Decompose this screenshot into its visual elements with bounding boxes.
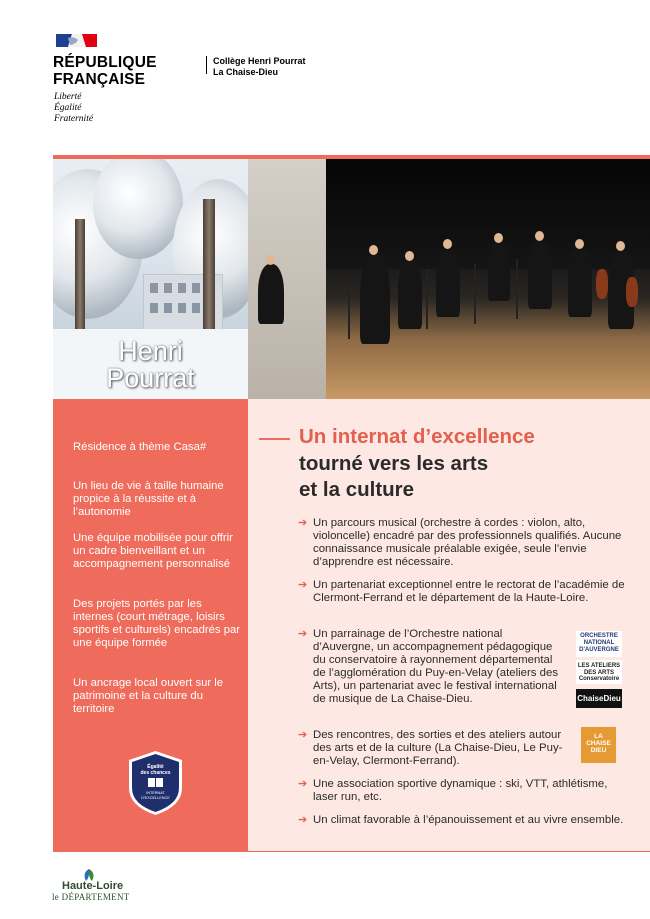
arrow-icon: ➔	[298, 729, 308, 741]
arrow-icon: ➔	[298, 579, 308, 591]
feature-bullet: ➔ Un parcours musical (orchestre à cordes : violon, alto, violoncelle) encadré par des professionnels qualifiés. Aucune connaissance musicale préalable exigée, seule l’envie d’apprendre est nécessaire.	[298, 517, 622, 569]
badge-line: INTERNAT	[146, 791, 165, 795]
republic-motto: Liberté Égalité Fraternité	[54, 92, 94, 124]
info-item: Des projets portés par les internes (court métrage, loisirs sportifs et culturels) encadrés par une équipe formée	[73, 598, 241, 649]
info-item: Résidence à thème Casa#	[73, 441, 207, 453]
main-title-red: Un internat d’excellence	[299, 425, 535, 448]
la-chaise-dieu-logo: LA CHAISE DIEU	[581, 727, 616, 763]
orchestra-concert-photo	[248, 159, 650, 399]
ateliers-des-arts-logo: LES ATELIERS DES ARTS Conservatoire	[576, 660, 622, 684]
chaise-dieu-festival-logo: ChaiseDieu	[576, 689, 622, 708]
info-item: Un ancrage local ouvert sur le patrimoine et la culture du territoire	[73, 677, 224, 715]
badge-line: Égalité	[147, 764, 164, 770]
main-title-line: et la culture	[299, 478, 415, 501]
haute-loire-logo-name: Haute-Loire	[62, 880, 124, 892]
main-title-line: tourné vers les arts	[299, 452, 489, 475]
badge-line: D'EXCELLENCE	[141, 796, 170, 800]
college-name: Collège Henri Pourrat La Chaise-Dieu	[213, 56, 306, 77]
title-dash	[259, 438, 290, 440]
feature-bullet: ➔ Un climat favorable à l’épanouissement et au vivre ensemble.	[298, 814, 624, 826]
haute-loire-logo-subtitle: le DÉPARTEMENT	[52, 892, 130, 902]
badge-line: des chances	[140, 770, 171, 776]
feature-bullet: ➔ Un partenariat exceptionnel entre le rectorat de l’académie de Clermont-Ferrand et le département de la Haute-Loire.	[298, 579, 625, 605]
info-item: Une équipe mobilisée pour offrir un cadre bienveillant et un accompagnement personnalisé	[73, 532, 233, 570]
info-item: Un lieu de vie à taille humaine propice à la réussite et à l’autonomie	[73, 480, 224, 518]
bottom-accent-line	[53, 851, 650, 852]
arrow-icon: ➔	[298, 628, 308, 640]
arrow-icon: ➔	[298, 778, 308, 790]
republique-francaise-title: RÉPUBLIQUE FRANÇAISE	[53, 54, 157, 88]
header-separator	[206, 56, 207, 74]
internat-excellence-badge	[127, 750, 184, 816]
arrow-icon: ➔	[298, 517, 308, 529]
feature-bullet: ➔ Un parrainage de l’Orchestre national d’Auvergne, un accompagnement pédagogique du conservatoire à rayonnement départemental de l’agglomération du Puy-en-Velay (ateliers des Arts), un partenariat avec le festival international de musique de La Chaise-Dieu.	[298, 628, 559, 706]
feature-bullet: ➔ Une association sportive dynamique : ski, VTT, athlétisme, laser run, etc.	[298, 778, 608, 804]
arrow-icon: ➔	[298, 814, 308, 826]
orchestre-national-auvergne-logo: ORCHESTRE NATIONAL D'AUVERGNE	[576, 631, 622, 657]
feature-bullet: ➔ Des rencontres, des sorties et des ateliers autour des arts et de la culture (La Chaise-Dieu, Le Puy-en-Velay, Clermont-Ferrand).	[298, 729, 563, 768]
marianne-logo	[54, 32, 98, 49]
photo-caption-henri-pourrat: Henri Pourrat	[106, 336, 195, 393]
